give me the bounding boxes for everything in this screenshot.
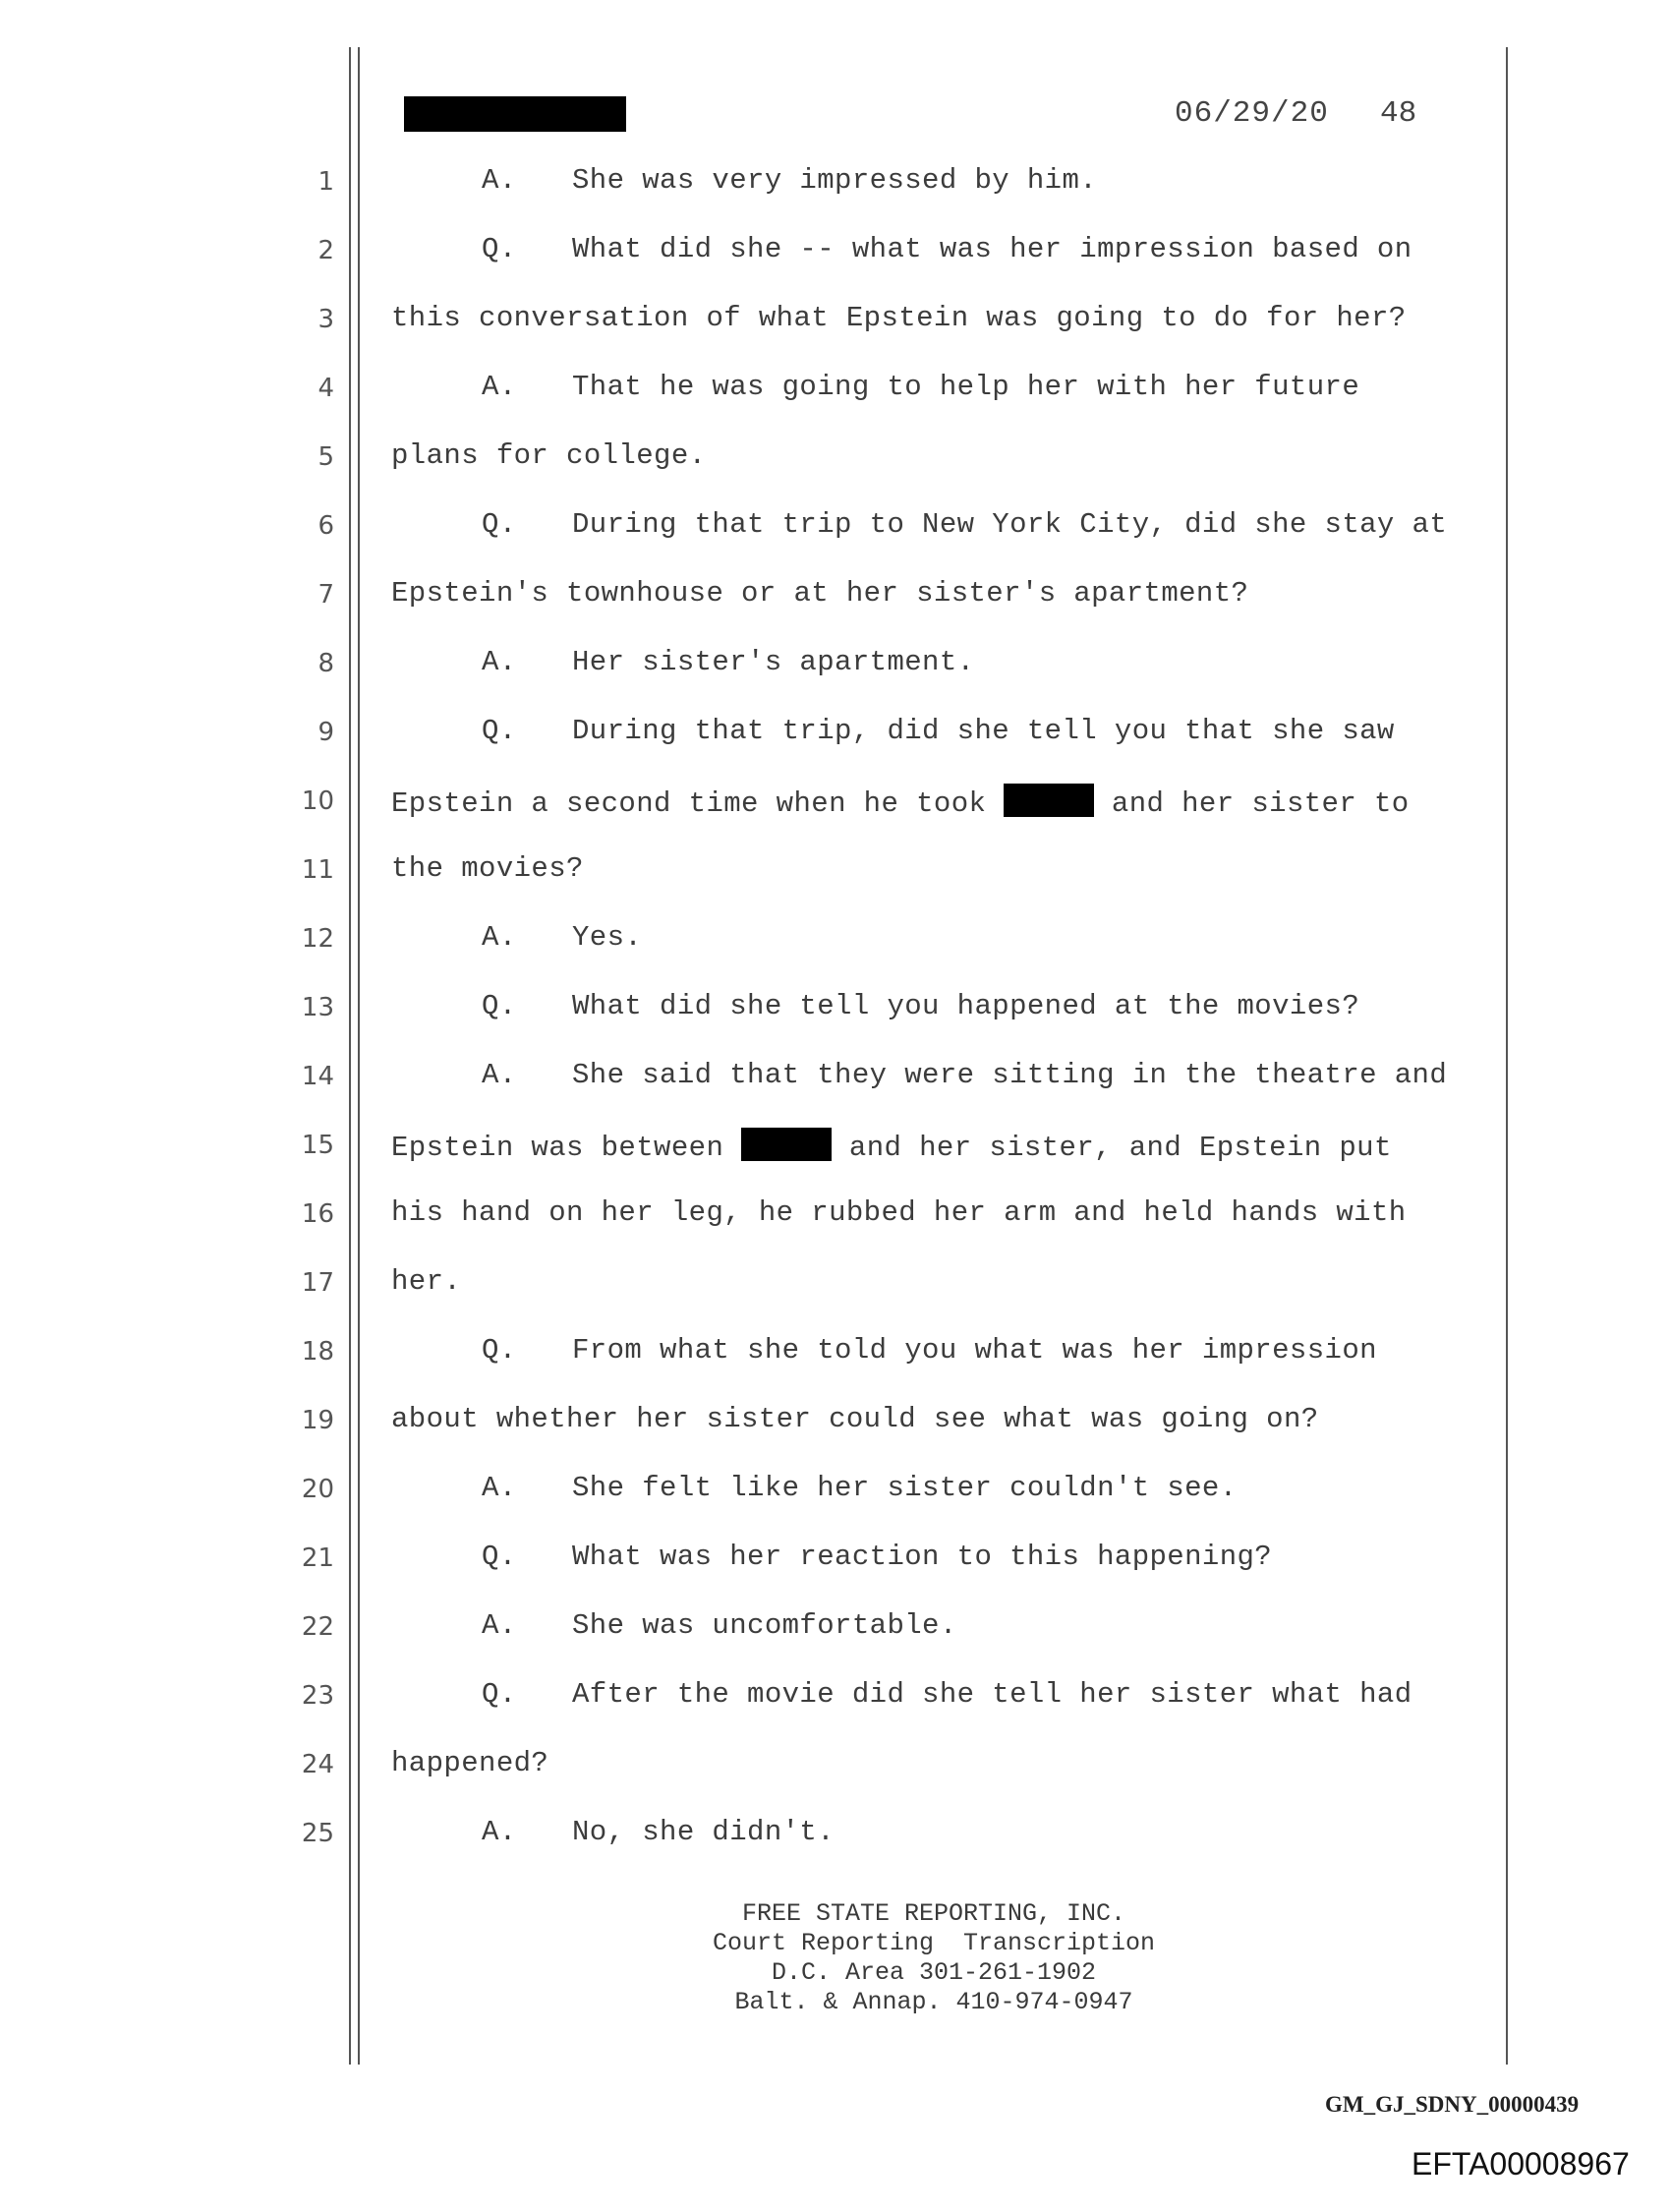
line-text: What did she -- what was her impression based on bbox=[572, 233, 1412, 265]
line-number: 1 bbox=[317, 167, 334, 197]
efta-number: EFTA00008967 bbox=[1412, 2146, 1630, 2182]
transcript-line bbox=[482, 921, 642, 954]
transcript-line bbox=[391, 1403, 1319, 1435]
reporter-footer bbox=[590, 1899, 1278, 2017]
transcript-line bbox=[391, 1128, 1392, 1164]
line-text: Her sister's apartment. bbox=[572, 646, 975, 678]
line-text: her. bbox=[391, 1265, 462, 1298]
line-number: 18 bbox=[301, 1337, 334, 1367]
line-text: the movies? bbox=[391, 852, 584, 885]
line-text: She said that they were sitting in the theatre and bbox=[572, 1059, 1448, 1091]
qa-marker: A. bbox=[482, 1472, 517, 1504]
line-number: 9 bbox=[317, 718, 334, 747]
line-number: 23 bbox=[301, 1681, 334, 1711]
qa-marker: Q. bbox=[482, 1541, 517, 1573]
transcript-line bbox=[482, 1334, 1377, 1367]
qa-marker: A. bbox=[482, 921, 517, 954]
qa-marker: Q. bbox=[482, 715, 517, 747]
header-page-number: 48 bbox=[1380, 96, 1417, 131]
line-number: 15 bbox=[301, 1131, 334, 1160]
line-text: From what she told you what was her impression bbox=[572, 1334, 1377, 1367]
transcript-line bbox=[391, 1747, 548, 1779]
qa-marker: A. bbox=[482, 1816, 517, 1848]
bates-number: GM_GJ_SDNY_00000439 bbox=[1325, 2092, 1580, 2117]
transcript-line bbox=[391, 302, 1407, 334]
reporter-services: Court Reporting Transcription bbox=[712, 1929, 1156, 1957]
qa-marker: A. bbox=[482, 1609, 517, 1642]
line-number: 7 bbox=[317, 580, 334, 610]
reporter-phone-dc: D.C. Area 301-261-1902 bbox=[771, 1958, 1097, 1987]
line-text: During that trip to New York City, did she stay at bbox=[572, 508, 1448, 541]
line-text: Epstein was between bbox=[391, 1132, 724, 1164]
transcript-line bbox=[482, 1541, 1272, 1573]
qa-marker: Q. bbox=[482, 508, 517, 541]
line-number: 24 bbox=[301, 1750, 334, 1779]
transcript-line bbox=[482, 508, 1447, 541]
line-number: 19 bbox=[301, 1406, 334, 1435]
transcript-line bbox=[482, 1609, 957, 1642]
qa-marker: A. bbox=[482, 646, 517, 678]
line-text: That he was going to help her with her future bbox=[572, 371, 1360, 403]
line-text: What did she tell you happened at the movies? bbox=[572, 990, 1360, 1022]
transcript-line bbox=[391, 439, 706, 472]
line-text: Epstein's townhouse or at her sister's apartment? bbox=[391, 577, 1249, 610]
qa-marker: Q. bbox=[482, 990, 517, 1022]
line-text: this conversation of what Epstein was going to do for her? bbox=[391, 302, 1407, 334]
header-redaction bbox=[404, 96, 626, 132]
reporter-phone-balt: Balt. & Annap. 410-974-0947 bbox=[734, 1988, 1133, 2016]
line-number: 4 bbox=[317, 374, 334, 403]
line-number: 14 bbox=[301, 1062, 334, 1091]
line-number: 22 bbox=[301, 1612, 334, 1642]
line-text: Yes. bbox=[572, 921, 643, 954]
transcript-line bbox=[391, 784, 1410, 820]
transcript-line bbox=[482, 371, 1359, 403]
qa-marker: A. bbox=[482, 371, 517, 403]
right-margin-rule bbox=[1506, 47, 1508, 2065]
header-date: 06/29/20 bbox=[1175, 96, 1329, 131]
line-text: She felt like her sister couldn't see. bbox=[572, 1472, 1238, 1504]
line-number: 25 bbox=[301, 1819, 334, 1848]
line-text: plans for college. bbox=[391, 439, 707, 472]
qa-marker: Q. bbox=[482, 233, 517, 265]
line-number: 17 bbox=[301, 1268, 334, 1298]
line-number: 5 bbox=[317, 442, 334, 472]
line-text: his hand on her leg, he rubbed her arm and held hands with bbox=[391, 1196, 1407, 1229]
qa-marker: A. bbox=[482, 1059, 517, 1091]
line-text: No, she didn't. bbox=[572, 1816, 836, 1848]
line-text: She was uncomfortable. bbox=[572, 1609, 957, 1642]
line-number: 10 bbox=[301, 786, 334, 816]
transcript-line bbox=[391, 577, 1248, 610]
line-text: happened? bbox=[391, 1747, 549, 1779]
left-margin-rule-outer bbox=[349, 47, 351, 2065]
transcript-line bbox=[482, 233, 1412, 265]
reporter-company: FREE STATE REPORTING, INC. bbox=[741, 1899, 1126, 1928]
qa-marker: A. bbox=[482, 164, 517, 197]
line-number: 3 bbox=[317, 305, 334, 334]
line-number: 6 bbox=[317, 511, 334, 541]
transcript-line bbox=[391, 1265, 461, 1298]
line-text: She was very impressed by him. bbox=[572, 164, 1098, 197]
line-text-after: and her sister, and Epstein put bbox=[848, 1132, 1392, 1164]
line-text: about whether her sister could see what was going on? bbox=[391, 1403, 1319, 1435]
transcript-line bbox=[482, 715, 1395, 747]
name-redaction bbox=[1004, 784, 1094, 817]
transcript-line bbox=[482, 1678, 1412, 1711]
qa-marker: Q. bbox=[482, 1678, 517, 1711]
line-number: 2 bbox=[317, 236, 334, 265]
qa-marker: Q. bbox=[482, 1334, 517, 1367]
name-redaction bbox=[741, 1128, 832, 1161]
line-text: Epstein a second time when he took bbox=[391, 787, 987, 820]
transcript-line bbox=[482, 990, 1359, 1022]
line-number: 16 bbox=[301, 1199, 334, 1229]
line-number: 20 bbox=[301, 1475, 334, 1504]
transcript-line bbox=[482, 164, 1097, 197]
line-number: 12 bbox=[301, 924, 334, 954]
line-number: 11 bbox=[301, 855, 334, 885]
line-number: 13 bbox=[301, 993, 334, 1022]
transcript-line bbox=[482, 1059, 1447, 1091]
transcript-line bbox=[482, 1472, 1238, 1504]
line-text-after: and her sister to bbox=[1111, 787, 1410, 820]
transcript-line bbox=[482, 646, 974, 678]
left-margin-rule-inner bbox=[358, 47, 360, 2065]
transcript-line bbox=[482, 1816, 835, 1848]
line-text: What was her reaction to this happening? bbox=[572, 1541, 1273, 1573]
transcript-line bbox=[391, 1196, 1407, 1229]
transcript-line bbox=[391, 852, 584, 885]
line-number: 8 bbox=[317, 649, 334, 678]
line-text: During that trip, did she tell you that she saw bbox=[572, 715, 1395, 747]
line-text: After the movie did she tell her sister what had bbox=[572, 1678, 1412, 1711]
line-number: 21 bbox=[301, 1543, 334, 1573]
